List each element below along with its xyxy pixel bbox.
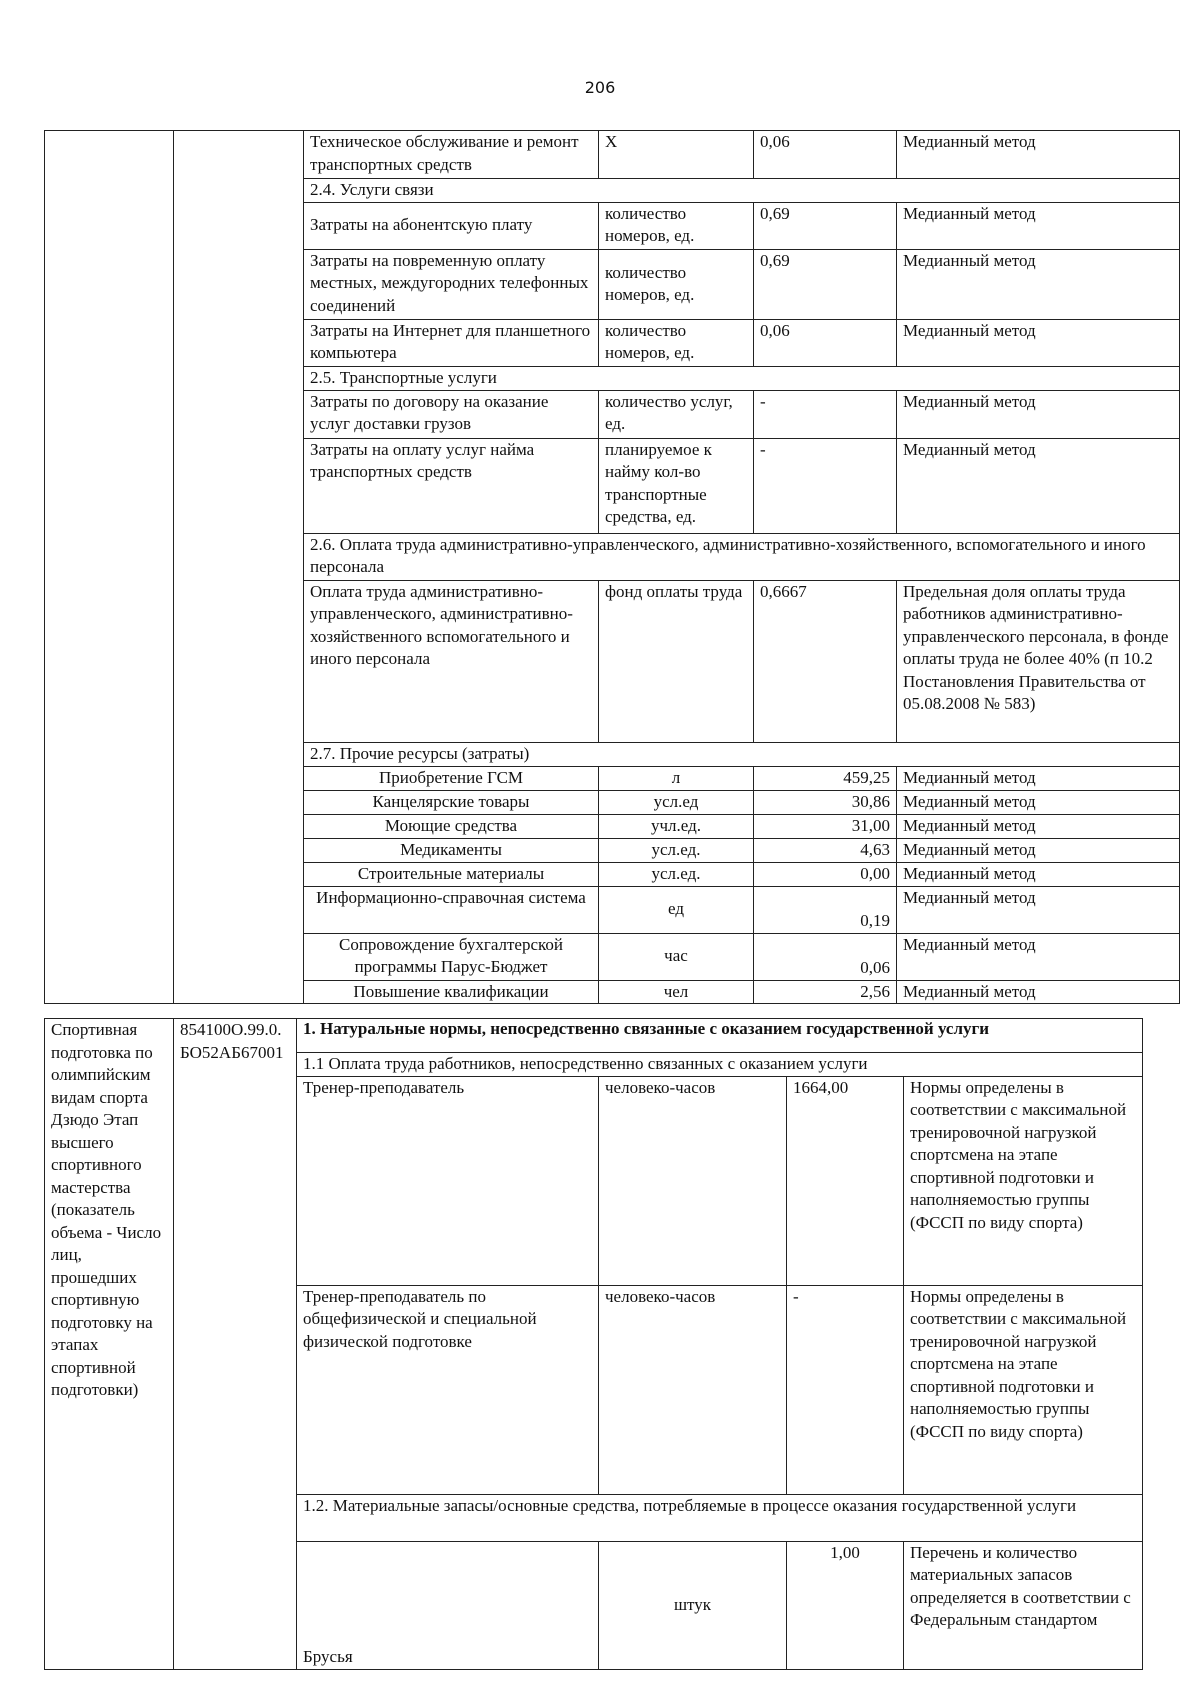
cost-value: 4,63 (754, 838, 897, 862)
cost-name: Сопровождение бухгалтерской программы Парус-Бюджет (304, 933, 599, 980)
cost-method: Медианный метод (897, 319, 1180, 366)
cost-name: Канцелярские товары (304, 790, 599, 814)
cost-value: - (787, 1285, 904, 1494)
cost-name: Повышение квалификации (304, 980, 599, 1004)
cost-value: 0,19 (754, 886, 897, 933)
section-heading: 2.6. Оплата труда административно-управленческого, административно-хозяйственного, вспомогательного и иного персонала (304, 533, 1180, 580)
cost-value: 459,25 (754, 766, 897, 790)
cost-method: Медианный метод (897, 390, 1180, 438)
cost-unit: количество номеров, ед. (599, 249, 754, 319)
cost-value: 0,69 (754, 202, 897, 249)
cost-unit: ед (599, 886, 754, 933)
cost-value: 2,56 (754, 980, 897, 1004)
cost-value: - (754, 438, 897, 533)
cost-name: Затраты на повременную оплату местных, междугородних телефонных соединений (304, 249, 599, 319)
cost-name: Информационно-справочная система (304, 886, 599, 933)
cost-unit: л (599, 766, 754, 790)
cost-value: 0,6667 (754, 580, 897, 742)
cost-name: Затраты на оплату услуг найма транспортных средств (304, 438, 599, 533)
cost-table-top (44, 130, 1180, 1004)
cost-value: 1664,00 (787, 1076, 904, 1285)
section-heading-row (45, 1019, 1143, 1053)
cost-value: 1,00 (787, 1541, 904, 1669)
cost-method: Медианный метод (897, 131, 1180, 179)
cost-unit: Х (599, 131, 754, 179)
cost-unit: количество номеров, ед. (599, 202, 754, 249)
cost-value: 0,69 (754, 249, 897, 319)
cost-method: Нормы определены в соответствии с максимальной тренировочной нагрузкой спортсмена на этапе спортивной подготовки и наполняемостью группы (ФССП по виду спорта) (904, 1076, 1143, 1285)
cost-method: Медианный метод (897, 766, 1180, 790)
cost-method: Медианный метод (897, 862, 1180, 886)
cost-name: Строительные материалы (304, 862, 599, 886)
cost-unit: усл.ед (599, 790, 754, 814)
cost-method: Медианный метод (897, 814, 1180, 838)
cost-method: Медианный метод (897, 886, 1180, 933)
cost-value: - (754, 390, 897, 438)
cost-name: Оплата труда административно-управленческого, административно-хозяйственного вспомогательного и иного персонала (304, 580, 599, 742)
cost-method: Медианный метод (897, 838, 1180, 862)
cost-value: 31,00 (754, 814, 897, 838)
cost-unit: количество номеров, ед. (599, 319, 754, 366)
cost-unit: усл.ед. (599, 862, 754, 886)
cost-method: Медианный метод (897, 438, 1180, 533)
cost-name: Затраты на абонентскую плату (304, 202, 599, 249)
cost-table-bottom (44, 1018, 1143, 1670)
cost-name: Брусья (297, 1541, 599, 1669)
service-code-cell: 854100О.99.0.БО52АБ67001 (174, 1019, 297, 1670)
cost-unit: учл.ед. (599, 814, 754, 838)
cost-unit: количество услуг, ед. (599, 390, 754, 438)
cost-method: Медианный метод (897, 980, 1180, 1004)
cost-value: 0,00 (754, 862, 897, 886)
cost-method: Медианный метод (897, 933, 1180, 980)
cost-value: 30,86 (754, 790, 897, 814)
cost-unit: час (599, 933, 754, 980)
cost-method: Предельная доля оплаты труда работников административно-управленческого персонала, в фонде оплаты труда не более 40% (п 10.2 Постановления Правительства от 05.08.2008 № 583) (897, 580, 1180, 742)
service-code-cell-empty (174, 131, 304, 1004)
cost-unit: штук (599, 1541, 787, 1669)
cost-method: Медианный метод (897, 790, 1180, 814)
section-heading: 2.7. Прочие ресурсы (затраты) (304, 742, 1180, 766)
cost-method: Перечень и количество материальных запасов определяется в соответствии с Федеральным стандартом (904, 1541, 1143, 1669)
cost-name: Тренер-преподаватель по общефизической и специальной физической подготовке (297, 1285, 599, 1494)
cost-unit: человеко-часов (599, 1076, 787, 1285)
cost-unit: человеко-часов (599, 1285, 787, 1494)
section-heading: 1.2. Материальные запасы/основные средства, потребляемые в процессе оказания государственной услуги (297, 1494, 1143, 1541)
cost-unit: усл.ед. (599, 838, 754, 862)
service-name-cell-empty (45, 131, 174, 1004)
section-heading: 2.4. Услуги связи (304, 179, 1180, 203)
cost-method: Медианный метод (897, 249, 1180, 319)
section-heading: 1.1 Оплата труда работников, непосредственно связанных с оказанием услуги (297, 1053, 1143, 1077)
cost-name: Тренер-преподаватель (297, 1076, 599, 1285)
cost-unit: планируемое к найму кол-во транспортные средства, ед. (599, 438, 754, 533)
cost-name: Затраты по договору на оказание услуг доставки грузов (304, 390, 599, 438)
cost-method: Нормы определены в соответствии с максимальной тренировочной нагрузкой спортсмена на этапе спортивной подготовки и наполняемостью группы (ФССП по виду спорта) (904, 1285, 1143, 1494)
cost-method: Медианный метод (897, 202, 1180, 249)
cost-value: 0,06 (754, 319, 897, 366)
cost-unit: чел (599, 980, 754, 1004)
cost-name: Приобретение ГСМ (304, 766, 599, 790)
section-heading: 2.5. Транспортные услуги (304, 366, 1180, 390)
cost-name: Моющие средства (304, 814, 599, 838)
cost-value: 0,06 (754, 131, 897, 179)
cost-name: Затраты на Интернет для планшетного компьютера (304, 319, 599, 366)
cost-name: Техническое обслуживание и ремонт транспортных средств (304, 131, 599, 179)
cost-unit: фонд оплаты труда (599, 580, 754, 742)
service-name-cell: Спортивная подготовка по олимпийским видам спорта Дзюдо Этап высшего спортивного мастерства (показатель объема - Число лиц, прошедших спортивную подготовку на этапах спортивной подготовки) (45, 1019, 174, 1670)
page-number: 206 (584, 78, 616, 97)
table-row (45, 131, 1180, 179)
section-heading: 1. Натуральные нормы, непосредственно связанные с оказанием государственной услуги (297, 1019, 1143, 1053)
cost-value: 0,06 (754, 933, 897, 980)
cost-name: Медикаменты (304, 838, 599, 862)
